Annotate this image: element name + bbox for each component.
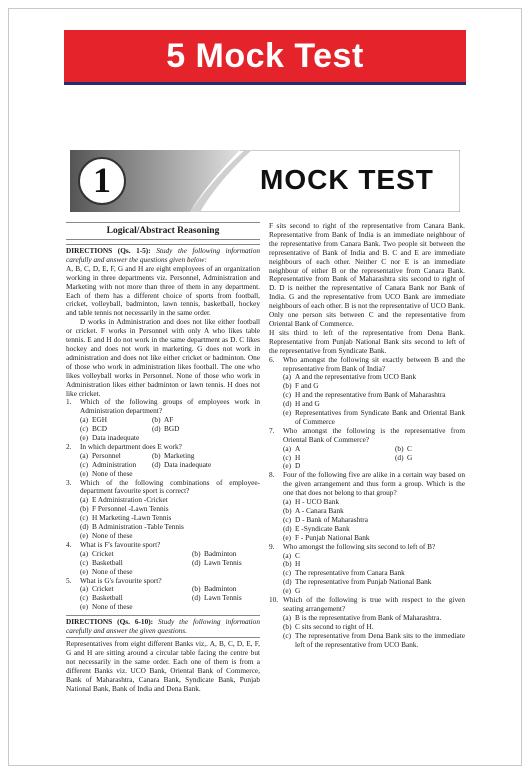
option-letter: (c): [80, 557, 89, 567]
option: Marketing: [164, 450, 195, 460]
option: F - Punjab National Bank: [295, 532, 370, 542]
option: None of these: [92, 468, 133, 478]
question-4-text: What is F's favourite sport?: [80, 539, 161, 549]
mock-test-header: [70, 150, 460, 212]
question-number: 10.: [269, 595, 279, 605]
banner-title: 5 Mock Test: [64, 30, 466, 82]
question-2-text: In which department does E work?: [80, 441, 182, 451]
option-letter: (d): [283, 399, 292, 409]
option-letter: (d): [192, 593, 201, 603]
option: F Personnel -Lawn Tennis: [92, 504, 169, 514]
option-letter: (c): [283, 390, 292, 400]
option: B Administration -Table Tennis: [92, 522, 184, 532]
option-letter: (a): [80, 415, 89, 425]
option-letter: (e): [283, 408, 292, 418]
option-letter: (e): [80, 602, 89, 612]
option-letter: (a): [80, 584, 89, 594]
option-letter: (d): [152, 459, 161, 469]
option: Cricket: [92, 548, 114, 558]
option-letter: (c): [283, 630, 292, 640]
directions-1: [66, 244, 260, 265]
option: H and the representative from Bank of Maharashtra: [295, 390, 446, 400]
question-3: [66, 479, 260, 541]
option: C sits second to right of H.: [295, 621, 374, 631]
option: The representative from Dena Bank sits to the immediate left of the representative from UCO Bank.: [295, 630, 465, 649]
option: C: [295, 550, 300, 560]
question-number: 6.: [269, 354, 275, 364]
option-letter: (c): [80, 424, 89, 434]
option: Badminton: [204, 548, 237, 558]
option: A - Canara Bank: [295, 506, 344, 515]
question-8-text: Four of the following five are alike in a certain way based on the given arrangement and thus form a group. Which is the one that does not belong to that group?: [283, 470, 465, 498]
option: B is the representative from Bank of Maharashtra.: [295, 612, 442, 622]
option: F and G: [295, 381, 319, 391]
directions-2-text: Study the following information carefully and answer the given questions.: [66, 617, 260, 636]
banner-underline: [64, 82, 466, 85]
option: H: [295, 452, 301, 462]
option-letter: (b): [395, 443, 404, 453]
option-letter: (a): [283, 443, 292, 453]
question-9: [269, 543, 465, 596]
option: AF: [164, 415, 174, 425]
question-6-text: Who amongst the following sit exactly between B and the representative from Bank of India?: [283, 354, 465, 373]
option-letter: (e): [80, 433, 89, 443]
option-letter: (b): [152, 450, 161, 460]
question-5-options: [66, 585, 260, 603]
option-letter: (a): [283, 372, 292, 382]
option-letter: (e): [80, 566, 89, 576]
directions-2: [66, 615, 260, 636]
question-1: [66, 398, 260, 443]
mock-test-title: MOCK TEST: [260, 164, 434, 195]
option-letter: (a): [283, 497, 292, 507]
option: A and the representative from UCO Bank: [295, 372, 417, 382]
option: Lawn Tennis: [204, 593, 242, 603]
question-number: 8.: [269, 470, 275, 480]
question-10: [269, 596, 465, 649]
directions-2-label: DIRECTIONS (Qs. 6-10):: [66, 617, 154, 627]
option: Data inadequate: [92, 433, 140, 443]
option-letter: (b): [283, 381, 292, 391]
option-letter: (b): [283, 559, 292, 569]
left-column: [66, 222, 260, 693]
option: A: [295, 443, 301, 453]
option-letter: (c): [283, 452, 292, 462]
question-5-text: What is G's favourite sport?: [80, 575, 162, 585]
option: Lawn Tennis: [204, 557, 242, 567]
question-10-text: Which of the following is true with respect to the given seating arrangement?: [283, 595, 465, 613]
question-7-text: Who amongst the following is the representative from Oriental Bank of Commerce?: [283, 425, 465, 444]
question-4-options: [66, 550, 260, 568]
option-letter: (d): [283, 523, 292, 533]
option-letter: (e): [283, 586, 292, 596]
passage-5: H sits third to left of the representative from Dena Bank. Representative from Punjab National Bank sits second to left of the representative from Syndicate Bank.: [269, 327, 465, 355]
question-number: 1.: [66, 397, 72, 407]
directions-1-text: Study the following information carefully and answer the questions given below:: [66, 246, 260, 264]
option-letter: (b): [152, 415, 161, 425]
option: G: [407, 452, 413, 462]
option-letter: (c): [80, 593, 89, 603]
option: BCD: [92, 424, 108, 434]
option-letter: (e): [80, 531, 89, 540]
option-letter: (b): [192, 548, 201, 558]
option-letter: (e): [283, 461, 292, 471]
passage-1: A, B, C, D, E, F, G and H are eight employees of an organization working in three departments viz. Personnel, Administration and Marketing with not more than three of them in any department. Each of them has a different choice of sports from football, cricket, volleyball, badminton, lawn tennis, basketball, hockey and table tennis not necessarily in the same order.: [66, 263, 260, 318]
option: Data inadequate: [164, 459, 212, 469]
section-heading: Logical/Abstract Reasoning: [66, 222, 260, 240]
passage-2: D works in Administration and does not like either football or cricket. F works in Personnel with only A who likes table tennis. E and H do not work in the same department as D. C likes hockey and does not work in marketing. G does not work in administration and does not like either cricket or badminton. One of those who work in administration likes football. The one who likes volleyball works in Personnel. None of those who work in Administration likes either badminton or lawn tennis. H does not like cricket.: [66, 317, 260, 398]
option-letter: (c): [80, 459, 89, 469]
option: Basketball: [92, 593, 123, 603]
option: The representative from Canara Bank: [295, 568, 405, 578]
option: H and G: [295, 399, 320, 409]
passage-4: F sits second to right of the representative from Canara Bank. Representative from Bank of India is an immediate neighbour of the representative from Canara Bank. Two people sit between the representative of Bank of India and B. C and E are immediate neighbours of each other. Neither C nor E is an immediate neighbour of either B or the representative from Canara Bank. Representative from Bank of Maharashtra sits second to right of D. D is neither the representative of Canara Bank nor Bank of India. G and the representative from UCO Bank are immediate neighbours of each other. B is not the representative of UCO Bank. Only one person sits between C and the representative from Oriental Bank of Commerce.: [269, 221, 465, 328]
option: H: [295, 559, 301, 569]
question-number: 5.: [66, 575, 72, 585]
option-letter: (d): [152, 424, 161, 434]
option-letter: (c): [283, 514, 292, 524]
option-letter: (b): [283, 506, 292, 515]
option: The representative from Punjab National Bank: [295, 577, 432, 587]
passage-3: Representatives from eight different Banks viz,. A, B, C, D, E, F, G and H are sitting around a circular table facing the centre but not necessarily in the same order. Each one of them is from a different Banks viz. UCO Bank, Oriental Bank of Commerce, Bank of Maharashtra, Canara Bank, Syndicate Bank, Punjab National Bank, Bank of India and Dena Bank.: [66, 638, 260, 693]
option-letter: (c): [80, 513, 89, 523]
option: None of these: [92, 566, 133, 576]
option: None of these: [92, 602, 133, 612]
question-2: [66, 443, 260, 479]
option-letter: (a): [283, 612, 292, 622]
option: H Marketing -Lawn Tennis: [92, 513, 172, 523]
option-letter: (d): [192, 557, 201, 567]
option: C: [407, 443, 412, 453]
option: D - Bank of Maharashtra: [295, 514, 368, 524]
option-letter: (d): [80, 522, 89, 532]
option-letter: (c): [283, 568, 292, 578]
question-number: 3.: [66, 477, 72, 487]
option-letter: (b): [283, 621, 292, 631]
test-number: 1: [78, 157, 126, 205]
option: BGD: [164, 424, 180, 434]
option-letter: (e): [283, 532, 292, 542]
question-number: 2.: [66, 441, 72, 451]
question-7: [269, 427, 465, 472]
right-column: [269, 222, 465, 650]
option: H - UCO Bank: [295, 497, 339, 507]
question-8: [269, 471, 465, 542]
option-letter: (a): [283, 550, 292, 560]
option: Representatives from Syndicate Bank and Oriental Bank of Commerce: [295, 408, 465, 426]
question-1-text: Which of the following groups of employees work in Administration department?: [80, 397, 260, 416]
option-letter: (d): [395, 452, 404, 462]
option: E Administration -Cricket: [92, 495, 168, 505]
option: Cricket: [92, 584, 114, 594]
option: Personnel: [92, 450, 121, 460]
question-number: 7.: [269, 425, 275, 435]
option-letter: (a): [80, 450, 89, 460]
directions-1-label: DIRECTIONS (Qs. 1-5):: [66, 246, 151, 255]
option-letter: (d): [283, 577, 292, 587]
question-4: [66, 541, 260, 577]
question-2-options: [66, 452, 260, 470]
option: Badminton: [204, 584, 237, 594]
option: Administration: [92, 459, 137, 469]
option-letter: (a): [80, 495, 89, 505]
question-9-text: Who amongst the following sits second to left of B?: [283, 541, 436, 551]
question-number: 4.: [66, 539, 72, 549]
option: Basketball: [92, 557, 123, 567]
option-letter: (b): [192, 584, 201, 594]
question-number: 9.: [269, 541, 275, 551]
question-7-options: [269, 445, 465, 463]
question-5: [66, 577, 260, 613]
option: E -Syndicate Bank: [295, 523, 350, 533]
option: D: [295, 461, 301, 471]
question-6: [269, 356, 465, 427]
question-1-options: [66, 416, 260, 434]
option: EGH: [92, 415, 107, 425]
option-letter: (e): [80, 468, 89, 478]
option: G: [295, 586, 301, 596]
option-letter: (b): [80, 504, 89, 514]
option-letter: (a): [80, 548, 89, 558]
question-3-text: Which of the following combinations of employee-department favourite sport is correct?: [80, 477, 260, 496]
option: None of these: [92, 531, 133, 540]
